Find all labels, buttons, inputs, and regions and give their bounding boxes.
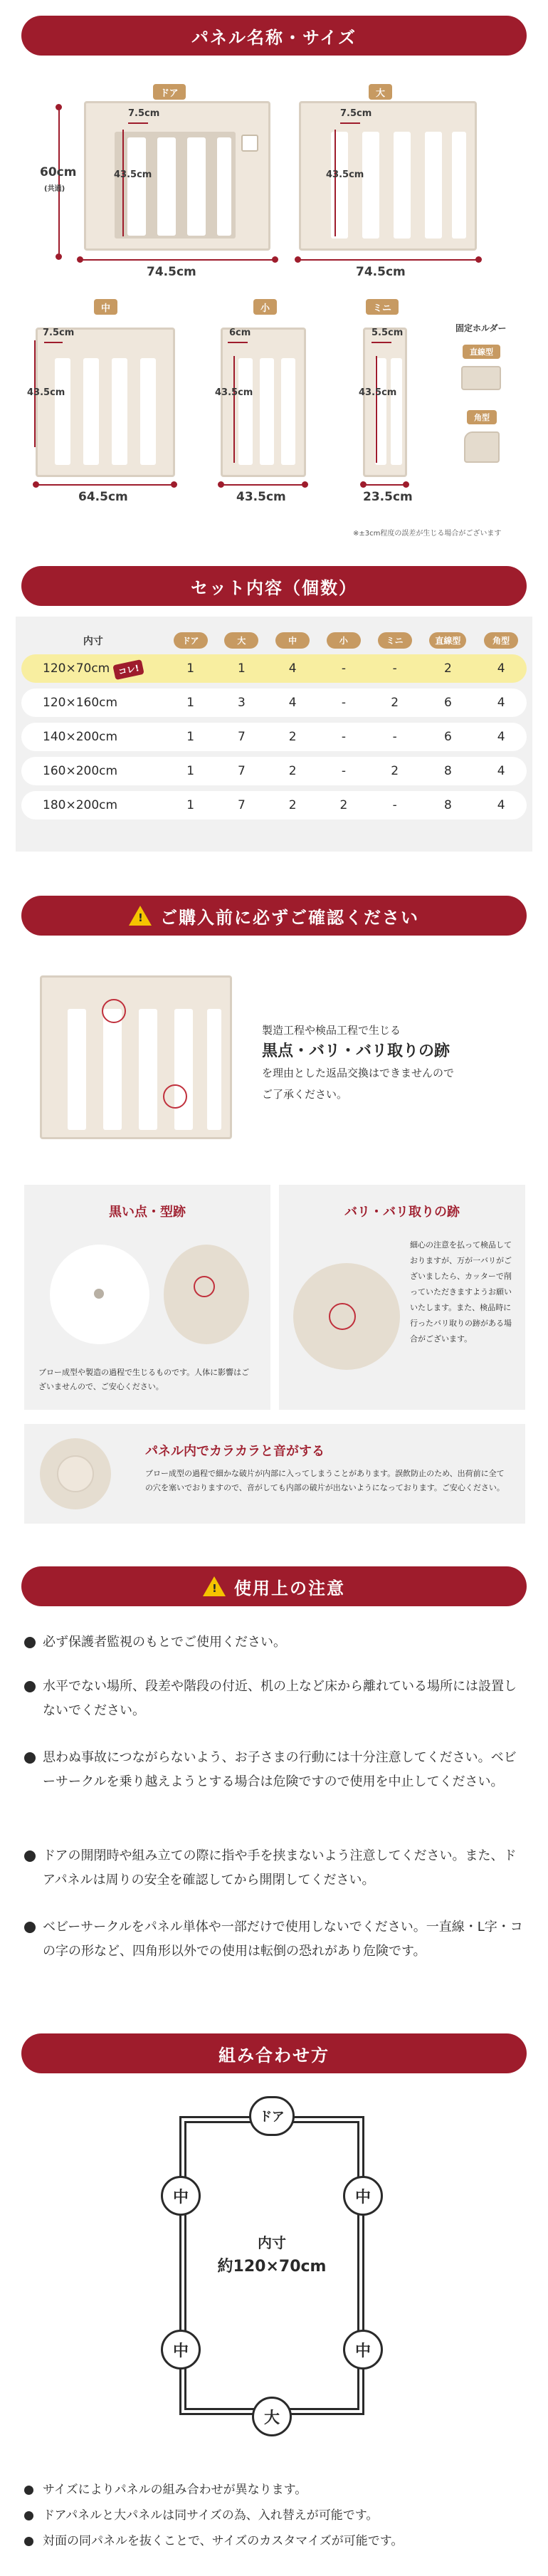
table-row: 120×70cm 1 1 4 - - 2 4 [21,654,527,683]
combo-middle-badge: 中 [161,2176,201,2216]
set-table [21,627,527,825]
overall-height-note: (共通) [44,185,65,193]
table-row: 160×200cm 1 7 2 - 2 8 4 [21,757,527,785]
card-rattle: パネル内でカラカラと音がする ブロー成型の過程で細かな破片が内部に入ってしまうことがあります。誤飲防止のため、出荷前に全ての穴を塞いでおりますので、音がしても内部の破片が出ないようになっております。ご安心ください。 [24,1424,525,1524]
card-burrs: バリ・バリ取りの跡 細心の注意を払って検品しておりますが、万が一バリがございましたら、カッターで削っていただきますようお願いいたします。また、検品時に行ったバリ取りの跡がある場合がございます。 [279,1185,525,1410]
middle-height-label: 43.5cm [27,387,65,398]
combo-inner-size: 約120×70cm [217,2258,327,2276]
small-height-label: 43.5cm [215,387,253,398]
mini-gap-label: 5.5cm [372,328,404,338]
small-gap-label: 6cm [229,328,251,338]
table-row: 180×200cm 1 7 2 2 - 8 4 [21,791,527,820]
header-corner: 角型 [484,632,518,649]
panel-tag-small: 小 [253,299,277,315]
combo-middle-badge: 中 [161,2330,201,2370]
header-small: 小 [327,632,361,649]
holder-corner-tag: 角型 [467,410,497,424]
panel-tag-middle: 中 [94,299,117,315]
small-width-label: 43.5cm [236,490,286,504]
combo-note-item: ドアパネルと大パネルは同サイズの為、入れ替えが可能です。 [24,2503,527,2528]
header-large: 大 [224,632,258,649]
door-height-label: 43.5cm [114,169,152,180]
door-gap-label: 7.5cm [128,108,160,119]
section-banner-panel-names: パネル名称・サイズ [21,16,527,56]
tolerance-note: ※±3cm程度の誤差が生じる場合がございます [353,530,502,538]
warning-icon: ! [203,1576,226,1596]
confirm-text: 製造工程や検品工程で生じる 黒点・バリ・バリ取りの跡 を理由とした返品交換はできませんので ご了承ください。 [262,1024,455,1101]
large-height-label: 43.5cm [326,169,364,180]
recommend-badge: コレ! [112,659,144,680]
overall-height-label: 60cm [40,165,77,179]
holder-corner-image [464,431,500,463]
combo-inner-label: 内寸 [258,2234,286,2251]
header-inner-size: 内寸 [83,635,103,647]
middle-panel-image [36,328,175,477]
large-gap-label: 7.5cm [340,108,372,119]
table-row: 120×160cm 1 3 4 - 2 6 4 [21,688,527,717]
table-row: 140×200cm 1 7 2 - - 6 4 [21,723,527,751]
middle-width-label: 64.5cm [78,490,128,504]
header-mini: ミニ [378,632,412,649]
usage-note-item: ドアの開閉時や組み立ての際に指や手を挟まないよう注意してください。また、ドアパネルは周りの安全を確認してから開閉してください。 [24,1844,527,1892]
large-width-label: 74.5cm [356,265,406,279]
header-middle: 中 [275,632,310,649]
header-door: ドア [174,632,208,649]
mini-height-label: 43.5cm [359,387,397,398]
combo-note-item: 対面の同パネルを抜くことで、サイズのカスタマイズが可能です。 [24,2529,527,2553]
door-panel-image [84,101,270,251]
mini-width-label: 23.5cm [363,490,413,504]
section-banner-usage-notes: ! 使用上の注意 [21,1566,527,1606]
warning-icon: ! [129,906,152,926]
section-banner-combination: 組み合わせ方 [21,2033,527,2073]
holder-straight-image [461,366,501,390]
card-black-dots: 黒い点・型跡 ブロー成型や製造の過程で生じるものです。人体に影響はございませんので、ご安心ください。 [24,1185,270,1410]
combo-middle-badge: 中 [343,2176,383,2216]
combo-door-badge: ドア [249,2096,295,2136]
combo-middle-badge: 中 [343,2330,383,2370]
combo-note-item: サイズによりパネルの組み合わせが異なります。 [24,2478,527,2502]
holder-title: 固定ホルダー [455,323,507,333]
holder-straight-tag: 直線型 [463,345,500,359]
panel-tag-large: 大 [369,84,392,100]
combo-large-badge: 大 [252,2397,292,2436]
mini-panel-image [363,328,407,477]
usage-note-item: 思わぬ事故につながらないよう、お子さまの行動には十分注意してください。ベビーサークルを乗り越えようとする場合は危険ですので使用を中止してください。 [24,1746,527,1794]
panel-tag-door: ドア [153,84,186,100]
usage-note-item: 必ず保護者監視のもとでご使用ください。 [24,1630,527,1655]
door-width-label: 74.5cm [147,265,196,279]
panel-tag-mini: ミニ [366,299,399,315]
middle-gap-label: 7.5cm [43,328,75,338]
usage-note-item: 水平でない場所、段差や階段の付近、机の上など床から離れている場所には設置しないでください。 [24,1675,527,1723]
defect-sample-panel [40,975,232,1139]
section-banner-set-contents: セット内容（個数） [21,566,527,606]
header-straight: 直線型 [429,632,466,649]
section-banner-confirm: ! ご購入前に必ずご確認ください [21,896,527,936]
usage-note-item: ベビーサークルをパネル単体や一部だけで使用しないでください。一直線・L字・コの字の形など、四角形以外での使用は転倒の恐れがあり危険です。 [24,1915,527,1964]
